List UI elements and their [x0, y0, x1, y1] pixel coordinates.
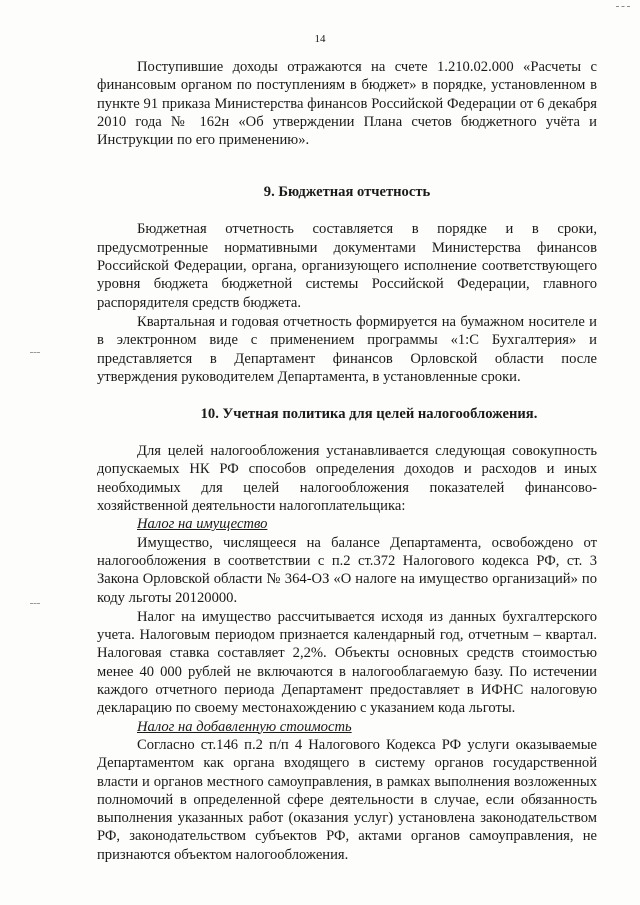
page-number: 14	[314, 33, 326, 45]
paragraph: Имущество, числящееся на балансе Департамента, освобождено от налогообложения в соответствии с п.2 ст.372 Налогового кодекса РФ, ст. 3 Закона Орловской области № 364-ОЗ «О налоге на имущество организаций» по коду льготы 20120000.	[97, 534, 597, 606]
paragraph: Для целей налогообложения устанавливается следующая совокупность допускаемых НК РФ способов определения доходов и расходов и иных необходимых для целей налогообложения показателей финансово-хозяйственной деятельности налогоплательщика:	[97, 443, 597, 515]
document-body	[97, 58, 597, 864]
subheading-property-tax: Налог на имущество	[137, 516, 268, 533]
paragraph: Квартальная и годовая отчетность формируется на бумажном носителе и в электронном виде с применением программы «1:С Бухгалтерия» и представляется в Департамент финансов Орловской области после утверждения руководителем Департамента, в установленные сроки.	[97, 313, 597, 385]
paragraph: Налог на имущество рассчитывается исходя из данных бухгалтерского учета. Налоговым периодом признается календарный год, отчетным – квартал. Налоговая ставка составляет 2,2%. Объекты основных средств стоимостью менее 40 000 рублей не включаются в налогооблагаемую базу. По истечении каждого отчетного периода Департамент предоставляет в ИФНС налоговую декларацию по своему местонахождению с указанием кода льготы.	[97, 608, 597, 717]
scan-margin-mark	[30, 603, 40, 605]
paragraph: Бюджетная отчетность составляется в порядке и в сроки, предусмотренные нормативными документами Министерства финансов Российской Федерации, органа, организующего исполнение соответствующего уровня бюджета бюджетной системы Российской Федерации, главного распорядителя средств бюджета.	[97, 221, 597, 311]
subheading-vat: Налог на добавленную стоимость	[137, 718, 352, 735]
scan-corner-mark	[616, 6, 630, 8]
section-heading-9: 9. Бюджетная отчетность	[263, 184, 431, 201]
scan-margin-mark	[30, 352, 40, 354]
paragraph: Согласно ст.146 п.2 п/п 4 Налогового Кодекса РФ услуги оказываемые Департаментом как органа входящего в систему органов государственной власти и органов местного самоуправления, в рамках выполнения возложенных полномочий в определенной сфере деятельности в случае, если обязанность выполнения указанных работ (оказания услуг) установлена законодательством РФ, законодательством субъектов РФ, актами органов самоуправления, не признаются объектом налогообложения.	[97, 736, 597, 863]
paragraph: Поступившие доходы отражаются на счете 1.210.02.000 «Расчеты с финансовым органом по поступлениям в бюджет» в порядке, установленном в пункте 91 приказа Министерства финансов Российской Федерации от 6 декабря 2010 года № 162н «Об утверждении Плана счетов бюджетного учёта и Инструкции по его применению».	[97, 59, 597, 149]
section-heading-10: 10. Учетная политика для целей налогообложения.	[200, 406, 538, 423]
